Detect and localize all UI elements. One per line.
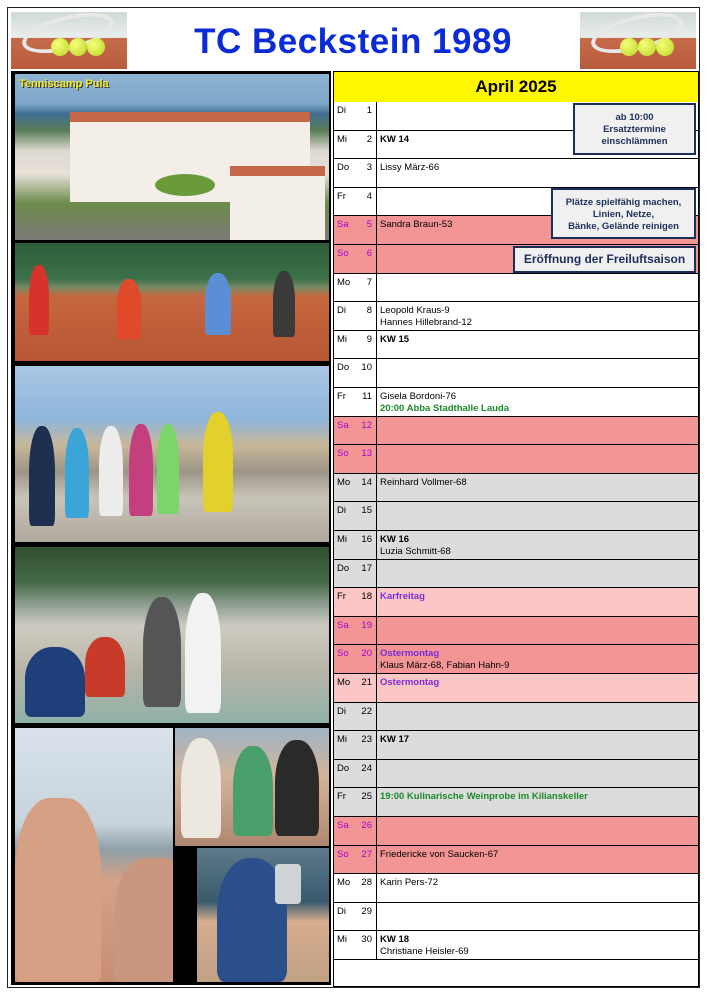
calendar-row — [334, 931, 698, 960]
day-number: 12 — [361, 419, 372, 431]
weekday-label: So — [337, 248, 349, 259]
column-divider — [376, 903, 377, 931]
calendar-row — [334, 359, 698, 388]
day-number: 9 — [366, 333, 372, 345]
beach-photo — [15, 547, 329, 723]
calendar-row — [334, 388, 698, 417]
weekday-label: Sa — [337, 820, 349, 831]
weekday-label: Fr — [337, 391, 346, 402]
calendar-row — [334, 760, 698, 789]
day-number: 26 — [361, 820, 372, 831]
tennis-court-photo — [15, 243, 329, 361]
day-number: 8 — [366, 305, 372, 317]
day-number: 23 — [361, 734, 372, 746]
event-text: KW 16 — [380, 534, 410, 545]
calendar-row — [334, 417, 698, 446]
calendar-row — [334, 159, 698, 188]
day-number: 3 — [366, 162, 372, 174]
day-number: 15 — [361, 505, 372, 517]
photo-caption: Tenniscamp Pula — [19, 78, 109, 90]
weekday-label: Mo — [337, 877, 351, 889]
day-number: 1 — [366, 105, 372, 116]
column-divider — [376, 817, 377, 845]
event-text: Reinhard Vollmer-68 — [380, 476, 467, 488]
column-divider — [376, 674, 377, 702]
column-divider — [376, 359, 377, 387]
column-divider — [376, 474, 377, 502]
day-number: 10 — [361, 362, 372, 374]
hotel-building — [230, 166, 325, 240]
column-divider — [376, 731, 377, 759]
weekday-label: So — [337, 448, 349, 460]
calendar-row — [334, 674, 698, 703]
face-figure — [15, 798, 101, 982]
note-box-platzpflege — [551, 188, 696, 239]
tennis-ball-icon — [51, 38, 69, 56]
column-divider — [376, 245, 377, 273]
day-number: 22 — [361, 705, 372, 717]
column-divider — [376, 302, 377, 330]
title-box — [128, 13, 578, 70]
day-number: 24 — [361, 762, 372, 774]
column-divider — [376, 274, 377, 302]
calendar-row — [334, 445, 698, 474]
day-number: 11 — [362, 391, 372, 402]
day-number: 19 — [361, 619, 372, 631]
weekday-label: Mo — [337, 677, 351, 688]
calendar-row — [334, 560, 698, 589]
column-divider — [376, 131, 377, 159]
weekday-label: Di — [337, 505, 346, 517]
event-text: Christiane Heisler-69 — [380, 946, 469, 958]
event-text: Klaus März-68, Fabian Hahn-9 — [380, 660, 510, 672]
column-divider — [376, 445, 377, 473]
weekday-label: Di — [337, 705, 346, 717]
tennis-ball-icon — [638, 38, 656, 56]
person-figure — [181, 738, 221, 838]
event-text: Sandra Braun-53 — [380, 219, 453, 231]
calendar-row — [334, 588, 698, 617]
column-divider — [376, 502, 377, 530]
event-text: KW 18 — [380, 934, 410, 946]
note-line: Plätze spielfähig machen, — [565, 197, 682, 208]
event-text: Leopold Kraus-9 — [380, 305, 450, 317]
month-header: April 2025 — [334, 72, 698, 103]
phone-selfie-photo — [197, 848, 329, 982]
day-number: 14 — [361, 476, 372, 488]
weekday-label: Do — [337, 762, 350, 774]
page-title: TC Beckstein 1989 — [194, 21, 512, 61]
column-divider — [376, 760, 377, 788]
day-number: 13 — [361, 448, 372, 460]
day-number: 7 — [366, 276, 372, 288]
racket-icon — [587, 12, 686, 61]
column-divider — [376, 102, 377, 130]
day-number: 17 — [361, 562, 372, 574]
column-divider — [376, 331, 377, 359]
person-figure — [203, 412, 233, 512]
column-divider — [376, 417, 377, 445]
column-divider — [376, 788, 377, 816]
calendar — [333, 71, 699, 987]
calendar-row — [334, 703, 698, 732]
event-text: Lissy März-66 — [380, 162, 440, 174]
weekday-label: Mo — [337, 476, 351, 488]
calendar-row — [334, 617, 698, 646]
group-harbour-photo — [15, 366, 329, 542]
weekday-label: Mi — [337, 133, 348, 145]
note-line: einschlämmen — [601, 136, 668, 147]
selfie-photo — [15, 728, 173, 982]
weekday-label: Mi — [337, 534, 348, 545]
calendar-row — [334, 788, 698, 817]
weekday-label: So — [337, 848, 349, 860]
note-line: Linien, Netze, — [592, 209, 655, 220]
weekday-label: Fr — [337, 591, 346, 603]
note-line: Bänke, Gelände reinigen — [568, 221, 679, 232]
person-figure — [99, 426, 123, 516]
event-text: Karfreitag — [380, 591, 425, 603]
player-figure — [273, 271, 295, 337]
tennis-corner-image-left — [11, 12, 127, 69]
weekday-label: Di — [337, 905, 346, 917]
event-text: Luzia Schmitt-68 — [380, 546, 451, 557]
column-divider — [376, 159, 377, 187]
tennis-ball-icon — [69, 38, 87, 56]
weekday-label: Mi — [337, 934, 348, 946]
note-box-ersatztermine — [573, 103, 696, 155]
tennis-ball-icon — [620, 38, 638, 56]
garden-circle — [155, 174, 215, 196]
person-figure — [185, 593, 221, 713]
day-number: 18 — [361, 591, 372, 603]
calendar-row — [334, 903, 698, 932]
calendar-row — [334, 731, 698, 760]
calendar-row — [334, 645, 698, 674]
person-figure — [157, 424, 179, 514]
event-text: Ostermontag — [380, 648, 440, 660]
event-text: 19:00 Kulinarische Weinprobe im Kilianskeller — [380, 791, 588, 803]
photo-column — [11, 71, 331, 985]
person-figure — [25, 647, 85, 717]
day-number: 4 — [366, 190, 372, 202]
event-text: Ostermontag — [380, 677, 440, 688]
calendar-row — [334, 874, 698, 903]
person-figure — [143, 597, 181, 707]
day-number: 25 — [361, 791, 372, 803]
note-line: Eröffnung der Freiluftsaison — [523, 252, 686, 266]
day-number: 21 — [361, 677, 372, 688]
day-number: 30 — [361, 934, 372, 946]
event-text: KW 15 — [380, 333, 410, 345]
column-divider — [376, 188, 377, 216]
day-number: 28 — [361, 877, 372, 889]
weekday-label: Sa — [337, 419, 349, 431]
weekday-label: Sa — [337, 619, 349, 631]
weekday-label: Di — [337, 105, 346, 116]
note-box-saisoneroeffnung — [513, 246, 696, 273]
tennis-ball-icon — [87, 38, 105, 56]
calendar-row — [334, 531, 698, 560]
day-number: 2 — [366, 133, 372, 145]
calendar-row — [334, 302, 698, 331]
weekday-label: Mi — [337, 734, 348, 746]
column-divider — [376, 388, 377, 416]
note-line: ab 10:00 — [615, 112, 654, 123]
column-divider — [376, 645, 377, 673]
calendar-tail — [334, 961, 698, 986]
event-text: KW 14 — [380, 133, 410, 145]
event-text: Karin Pers-72 — [380, 877, 439, 889]
day-number: 20 — [361, 648, 372, 660]
calendar-row — [334, 846, 698, 875]
column-divider — [376, 560, 377, 588]
person-figure — [85, 637, 125, 697]
group-sitting-photo — [175, 728, 329, 846]
player-figure — [117, 279, 141, 339]
event-text: 20:00 Abba Stadthalle Lauda — [380, 403, 509, 414]
calendar-row — [334, 502, 698, 531]
tennis-corner-image-right — [580, 12, 696, 69]
day-number: 6 — [366, 248, 372, 259]
column-divider — [376, 931, 377, 959]
selfie-collage — [15, 728, 329, 982]
day-number: 27 — [361, 848, 372, 860]
phone-icon — [275, 864, 301, 904]
weekday-label: Do — [337, 362, 350, 374]
hotel-photo — [15, 74, 329, 240]
person-figure — [65, 428, 89, 518]
weekday-label: So — [337, 648, 349, 660]
person-figure — [129, 424, 153, 516]
person-figure — [233, 746, 273, 836]
racket-icon — [18, 12, 117, 61]
weekday-label: Do — [337, 162, 350, 174]
weekday-label: Sa — [337, 219, 349, 231]
weekday-label: Fr — [337, 190, 346, 202]
event-text: Friedericke von Saucken-67 — [380, 848, 499, 860]
day-number: 5 — [366, 219, 372, 231]
calendar-row — [334, 817, 698, 846]
person-figure — [29, 426, 55, 526]
event-text: KW 17 — [380, 734, 410, 746]
person-figure — [275, 740, 319, 836]
day-number: 29 — [361, 905, 372, 917]
face-figure — [115, 858, 173, 982]
weekday-label: Fr — [337, 791, 346, 803]
day-number: 16 — [361, 534, 372, 545]
weekday-label: Mi — [337, 333, 348, 345]
tennis-ball-icon — [656, 38, 674, 56]
player-figure — [205, 273, 231, 335]
note-line: Ersatztermine — [603, 124, 666, 135]
calendar-row — [334, 331, 698, 360]
player-figure — [29, 265, 49, 335]
weekday-label: Di — [337, 305, 346, 317]
column-divider — [376, 874, 377, 902]
event-text: Gisela Bordoni-76 — [380, 391, 457, 402]
event-text: Hannes Hillebrand-12 — [380, 317, 472, 329]
calendar-row — [334, 274, 698, 303]
weekday-label: Do — [337, 562, 350, 574]
column-divider — [376, 617, 377, 645]
column-divider — [376, 216, 377, 244]
column-divider — [376, 531, 377, 559]
column-divider — [376, 846, 377, 874]
weekday-label: Mo — [337, 276, 351, 288]
calendar-row — [334, 474, 698, 503]
column-divider — [376, 588, 377, 616]
column-divider — [376, 703, 377, 731]
